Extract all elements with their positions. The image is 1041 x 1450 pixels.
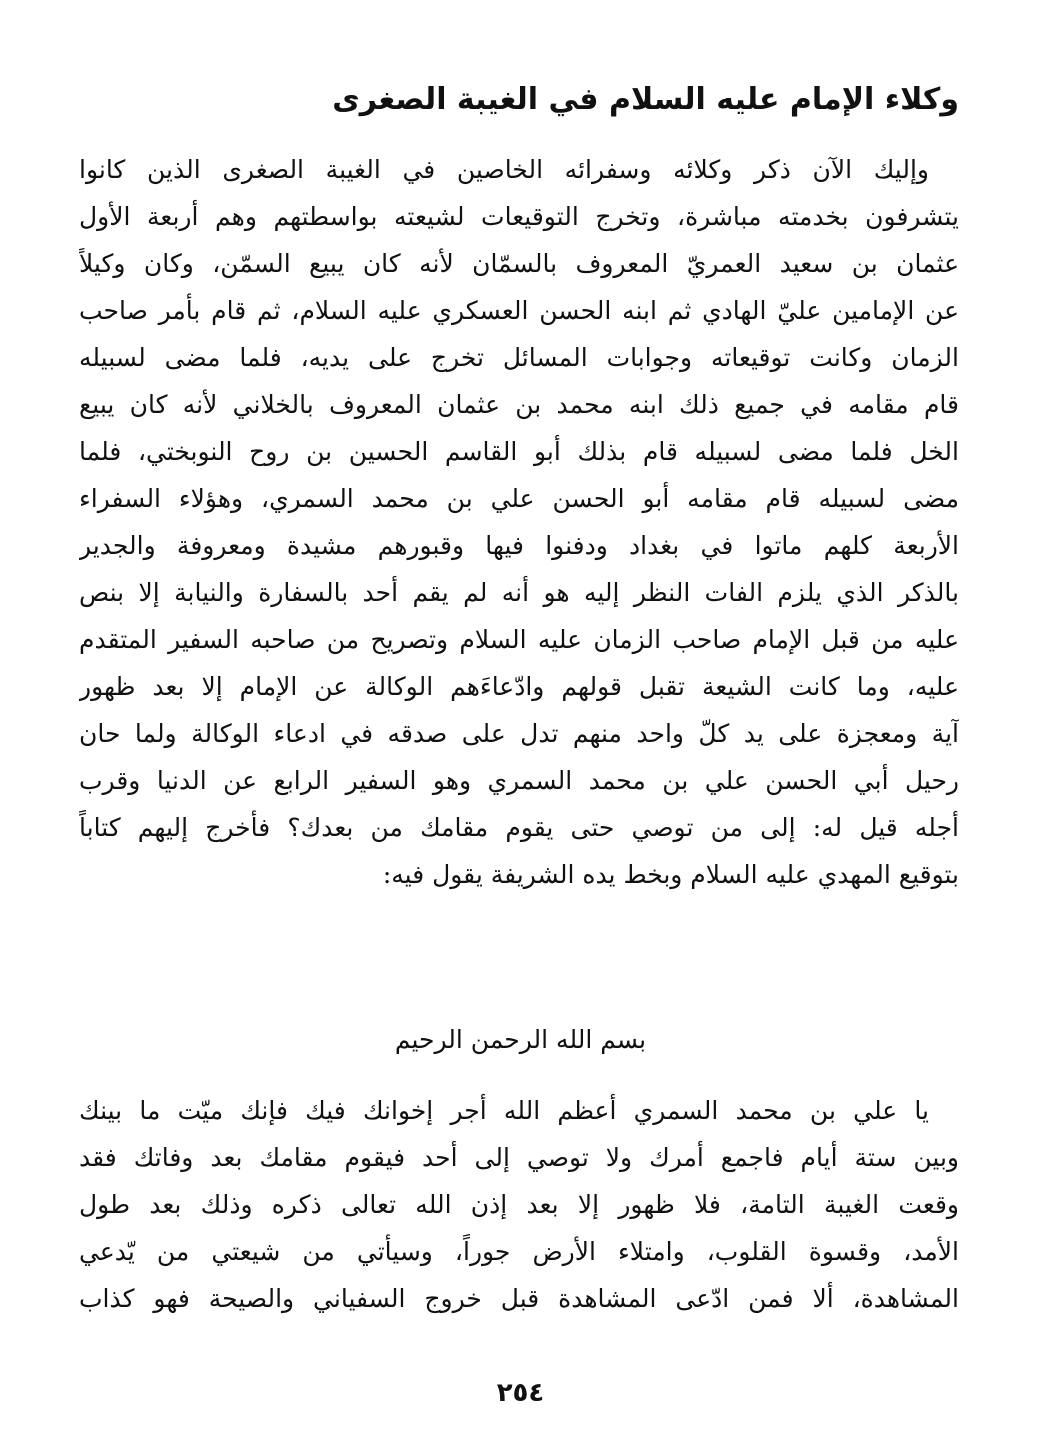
paragraph-letter — [79, 1087, 959, 1322]
text-line: آية ومعجزة على يد كلّ واحد منهم تدل على صدقه في ادعاء الوكالة ولما حان — [79, 719, 959, 748]
text-line: عليه، وما كانت الشيعة تقبل قولهم وادّعاءَهم الوكالة عن الإمام إلا بعد ظهور — [79, 672, 959, 701]
text-line: يا علي بن محمد السمري أعظم الله أجر إخوانك فيك فإنك ميّت ما بينك — [79, 1096, 929, 1125]
text-line: وإليك الآن ذكر وكلائه وسفرائه الخاصين في الغيبة الصغرى الذين كانوا — [79, 155, 929, 184]
text-line: بالذكر الذي يلزم الفات النظر إليه هو أنه لم يقم أحد بالسفارة والنيابة إلا بنص — [79, 578, 959, 607]
text-line: بتوقيع المهدي عليه السلام وبخط يده الشريفة يقول فيه: — [382, 860, 959, 889]
text-line: قام مقامه في جميع ذلك ابنه محمد بن عثمان المعروف بالخلاني لأنه كان يبيع — [79, 390, 959, 419]
text-line: مضى لسبيله قام مقامه أبو الحسن علي بن محمد السمري، وهؤلاء السفراء — [79, 484, 959, 513]
text-line: وقعت الغيبة التامة، فلا ظهور إلا بعد إذن الله تعالى ذكره وذلك بعد طول — [79, 1190, 959, 1219]
text-line: رحيل أبي الحسن علي بن محمد السمري وهو السفير الرابع عن الدنيا وقرب — [79, 766, 959, 795]
basmala: بسم الله الرحمن الرحيم — [394, 1025, 647, 1054]
page-title: وكلاء الإمام عليه السلام في الغيبة الصغرى — [332, 82, 959, 117]
text-line: يتشرفون بخدمته مباشرة، وتخرج التوقيعات لشيعته بواسطتهم وهم أربعة الأول — [79, 202, 959, 231]
text-line: الأربعة كلهم ماتوا في بغداد ودفنوا فيها وقبورهم مشيدة ومعروفة والجدير — [79, 531, 959, 560]
text-line: عن الإمامين عليّ الهادي ثم ابنه الحسن العسكري عليه السلام، ثم قام بأمر صاحب — [79, 296, 959, 325]
page-number: ٢٥٤ — [496, 1378, 545, 1408]
text-line: عثمان بن سعيد العمريّ المعروف بالسمّان لأنه كان يبيع السمّن، وكان وكيلاً — [79, 249, 959, 278]
text-line: الخل فلما مضى لسبيله قام بذلك أبو القاسم الحسين بن روح النوبختي، فلما — [79, 437, 959, 466]
text-line: وبين ستة أيام فاجمع أمرك ولا توصي إلى أحد فيقوم مقامك بعد وفاتك فقد — [79, 1143, 959, 1172]
text-line: المشاهدة، ألا فمن ادّعى المشاهدة قبل خروج السفياني والصيحة فهو كذاب — [79, 1284, 959, 1313]
text-line: الأمد، وقسوة القلوب، وامتلاء الأرض جوراً، وسيأتي من شيعتي من يّدعي — [79, 1237, 959, 1266]
text-line: الزمان وكانت توقيعاته وجوابات المسائل تخرج على يديه، فلما مضى لسبيله — [79, 343, 959, 372]
paragraph-main — [79, 146, 959, 898]
text-line: عليه من قبل الإمام صاحب الزمان عليه السلام وتصريح من صاحبه السفير المتقدم — [79, 625, 959, 654]
text-line: أجله قيل له: إلى من توصي حتى يقوم مقامك من بعدك؟ فأخرج إليهم كتاباً — [79, 813, 959, 842]
